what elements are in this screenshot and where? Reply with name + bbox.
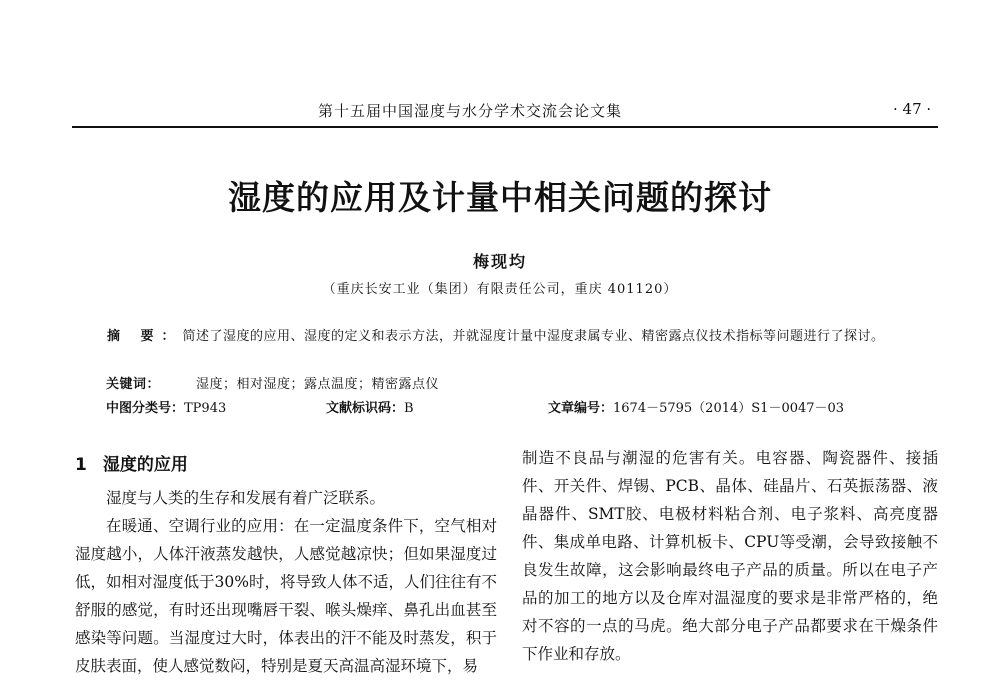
article-no-value: 1674－5795（2014）S1－0047－03 bbox=[613, 401, 845, 416]
doc-code-value: B bbox=[404, 401, 414, 416]
article-no-label: 文章编号： bbox=[548, 401, 614, 416]
document-code bbox=[326, 397, 414, 416]
abstract-label: 摘 要： bbox=[107, 329, 183, 344]
author-name: 梅现均 bbox=[472, 252, 527, 271]
keywords-text: 湿度；相对湿度；露点温度；精密露点仪 bbox=[196, 377, 440, 392]
clc-number bbox=[106, 397, 226, 416]
section-heading bbox=[75, 450, 188, 475]
body-paragraph: 湿度与人类的生存和发展有着广泛联系。 bbox=[106, 489, 386, 507]
page-number: · 47 · bbox=[893, 100, 932, 118]
author-affiliation: （重庆长安工业（集团）有限责任公司，重庆 401120） bbox=[322, 282, 678, 297]
doc-code-label: 文献标识码： bbox=[326, 401, 405, 416]
article-number bbox=[548, 397, 844, 416]
abstract-text: 简述了湿度的应用、湿度的定义和表示方法，并就湿度计量中湿度隶属专业、精密露点仪技术指标等问题进行了探讨。 bbox=[182, 329, 885, 344]
right-column bbox=[522, 444, 938, 684]
body-paragraph: 在暖通、空调行业的应用：在一定温度条件下，空气相对湿度越小，人体汗液蒸发越快，人感觉越凉快；但如果湿度过低，如相对湿度低于30%时，将导致人体不适，人们往往有不舒服的感觉，有时还出现嘴唇干裂、喉头燥痒、鼻孔出血甚至感染等问题。当湿度过大时，体表出的汗不能及时蒸发，积于皮肤表面，使人感觉数闷，特别是夏天高温高湿环境下，易 bbox=[75, 517, 497, 675]
clc-label: 中图分类号： bbox=[106, 401, 185, 416]
left-column bbox=[75, 484, 497, 684]
section-number: 1 bbox=[75, 455, 87, 475]
header-rule bbox=[72, 126, 938, 128]
keywords bbox=[106, 373, 439, 392]
body-paragraph: 制造不良品与潮湿的危害有关。电容器、陶瓷器件、接插件、开关件、焊锡、PCB、晶体、硅晶片、石英振荡器、液晶器件、SMT胶、电极材料粘合剂、电子浆料、高亮度器件、集成单电路、计算机板卡、CPU等受潮，会导致接触不良发生故障，这会影响最终电子产品的质量。所以在电子产品的加工的地方以及仓库对温湿度的要求是非常严格的，绝对不容的一点的马虎。绝大部分电子产品都要求在干燥条件下作业和存放。 bbox=[522, 449, 938, 663]
clc-value: TP943 bbox=[184, 401, 227, 416]
article-title: 湿度的应用及计量中相关问题的探讨 bbox=[228, 178, 772, 217]
abstract bbox=[75, 326, 937, 348]
keywords-label: 关键词： bbox=[106, 377, 161, 392]
section-title: 湿度的应用 bbox=[102, 455, 188, 475]
running-head: 第十五届中国湿度与水分学术交流会论文集 bbox=[318, 102, 623, 120]
